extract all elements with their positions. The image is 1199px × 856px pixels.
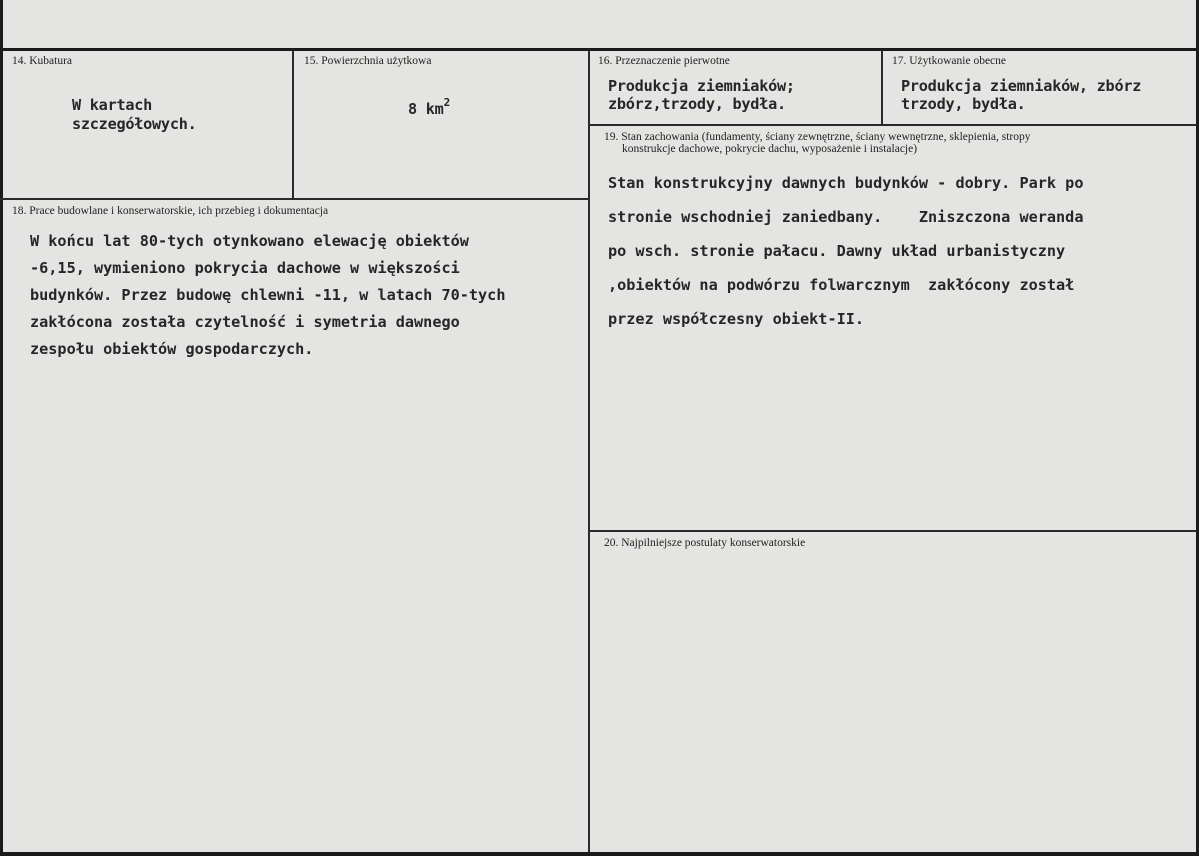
left-border	[0, 0, 3, 856]
kubatura-line-1: W kartach	[72, 96, 153, 114]
label-postulaty: 20. Najpilniejsze postulaty konserwatorskie	[604, 537, 806, 549]
label-stan-zachowania-2: konstrukcje dachowe, pokrycie dachu, wyposażenie i instalacje)	[622, 143, 918, 155]
label-powierzchnia: 15. Powierzchnia użytkowa	[304, 55, 432, 67]
przeznaczenie-line-2: zbórz,trzody, bydła.	[608, 95, 786, 113]
prace-line: budynków. Przez budowę chlewni -11, w latach 70-tych	[30, 286, 506, 304]
stan-line: po wsch. stronie pałacu. Dawny układ urbanistyczny	[608, 242, 1066, 260]
uzytkowanie-line-1: Produkcja ziemniaków, zbórz	[901, 77, 1142, 95]
powierzchnia-value	[408, 98, 450, 118]
divider-row-18	[0, 198, 589, 200]
stan-line: przez współczesny obiekt-II.	[608, 310, 865, 328]
powierzchnia-number: 8 km	[408, 100, 444, 119]
prace-line: zespołu obiektów gospodarczych.	[30, 340, 314, 358]
divider-row-19	[589, 124, 1197, 126]
kubatura-line-2: szczegółowych.	[72, 115, 197, 133]
prace-budowlane-text	[30, 228, 505, 363]
stan-line: ,obiektów na podwórzu folwarcznym zakłócony został	[608, 276, 1075, 294]
label-kubatura: 14. Kubatura	[12, 55, 73, 67]
label-prace-budowlane: 18. Prace budowlane i konserwatorskie, ich przebieg i dokumentacja	[12, 205, 329, 217]
uzytkowanie-line-2: trzody, bydła.	[901, 95, 1026, 113]
stan-zachowania-text	[608, 166, 1083, 336]
prace-line: zakłócona została czytelność i symetria dawnego	[30, 313, 460, 331]
top-border	[0, 48, 1199, 51]
label-uzytkowanie: 17. Użytkowanie obecne	[892, 55, 1007, 67]
bottom-border	[0, 852, 1199, 856]
prace-line: -6,15, wymieniono pokrycia dachowe w większości	[30, 259, 460, 277]
stan-line: Stan konstrukcyjny dawnych budynków - dobry. Park po	[608, 174, 1084, 192]
prace-line: W końcu lat 80-tych otynkowano elewację obiektów	[30, 232, 469, 250]
label-stan-zachowania-1: 19. Stan zachowania (fundamenty, ściany zewnętrzne, ściany wewnętrzne, sklepienia, stropy	[604, 131, 1031, 143]
uzytkowanie-box	[883, 60, 1195, 124]
divider-row-20	[589, 530, 1197, 532]
powierzchnia-exponent: 2	[443, 96, 450, 109]
label-przeznaczenie: 16. Przeznaczenie pierwotne	[598, 55, 730, 67]
stan-line: stronie wschodniej zaniedbany. Zniszczona weranda	[608, 208, 1084, 226]
divider-14-15	[292, 50, 294, 199]
przeznaczenie-line-1: Produkcja ziemniaków;	[608, 77, 795, 95]
divider-main-vertical	[588, 50, 590, 852]
